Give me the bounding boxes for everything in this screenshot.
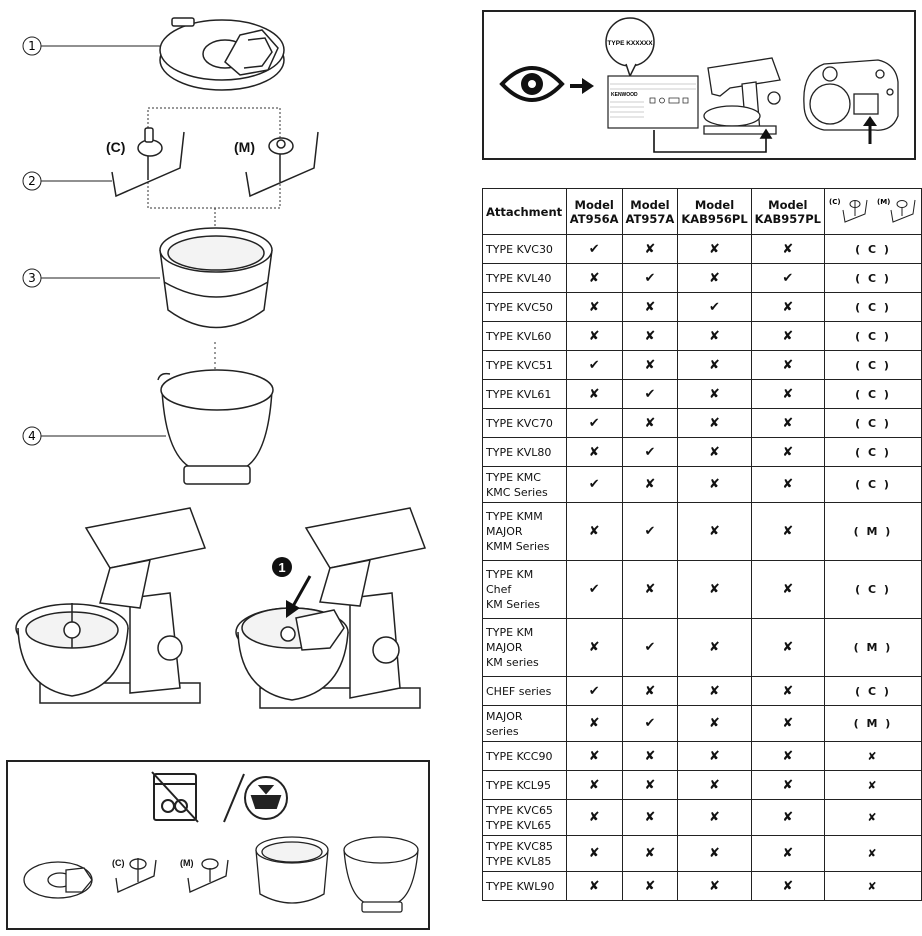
callout-4-label: 4 <box>28 429 36 443</box>
type-label-location-diagram <box>484 12 914 158</box>
agitator-m-header-icon <box>891 200 915 222</box>
compat-mark-kab957pl: ✘ <box>751 322 824 351</box>
compat-mark-kab957pl: ✘ <box>751 742 824 771</box>
lid-small-illustration <box>24 862 92 898</box>
agitator-type: ✘ <box>825 800 922 836</box>
agitator-type: ( C ) <box>825 264 922 293</box>
compat-mark-kab957pl: ✘ <box>751 706 824 742</box>
compat-mark-at957a: ✔ <box>622 380 678 409</box>
compat-mark-kab956pl: ✘ <box>678 264 751 293</box>
agitator-type: ( C ) <box>825 561 922 619</box>
compat-mark-kab956pl: ✘ <box>678 467 751 503</box>
agitator-type: ✘ <box>825 742 922 771</box>
compat-mark-at956a: ✔ <box>566 409 622 438</box>
agitator-c-small-illustration <box>112 858 156 892</box>
attachment-name: TYPE KVL80 <box>483 438 567 467</box>
callout-3 <box>23 269 160 287</box>
table-row <box>483 351 922 380</box>
compat-mark-kab956pl: ✘ <box>678 800 751 836</box>
compat-mark-kab956pl: ✘ <box>678 742 751 771</box>
compat-mark-kab957pl: ✘ <box>751 467 824 503</box>
attachment-name: TYPE KVC65 TYPE KVL65 <box>483 800 567 836</box>
step-1-badge: 1 <box>278 560 286 575</box>
table-header-row <box>483 189 922 235</box>
compat-mark-kab957pl: ✘ <box>751 438 824 467</box>
compat-mark-kab957pl: ✘ <box>751 561 824 619</box>
callout-2-label: 2 <box>28 174 36 188</box>
compat-mark-kab957pl: ✘ <box>751 677 824 706</box>
compat-mark-kab956pl: ✘ <box>678 438 751 467</box>
attachment-name: TYPE KMC KMC Series <box>483 467 567 503</box>
attachment-name: TYPE KCC90 <box>483 742 567 771</box>
no-dishwasher-icon <box>152 772 198 822</box>
compat-mark-at956a: ✘ <box>566 438 622 467</box>
compat-mark-kab957pl: ✘ <box>751 351 824 380</box>
compat-mark-at956a: ✔ <box>566 561 622 619</box>
attachment-name: TYPE KVL40 <box>483 264 567 293</box>
agitator-m-label: (M) <box>234 139 255 155</box>
slash-divider <box>224 774 244 822</box>
attachment-name: TYPE KWL90 <box>483 872 567 901</box>
agitator-type: ( C ) <box>825 409 922 438</box>
attachment-name: TYPE KVL60 <box>483 322 567 351</box>
compat-mark-at957a: ✘ <box>622 351 678 380</box>
table-row <box>483 771 922 800</box>
compat-mark-kab957pl: ✘ <box>751 380 824 409</box>
rating-plate-illustration <box>608 76 698 128</box>
compat-mark-kab957pl: ✘ <box>751 409 824 438</box>
compat-mark-at957a: ✔ <box>622 706 678 742</box>
agitator-type: ( C ) <box>825 677 922 706</box>
agitator-type: ( M ) <box>825 619 922 677</box>
arrow-right-icon <box>570 78 594 94</box>
attachment-name: TYPE KMM MAJOR KMM Series <box>483 503 567 561</box>
compat-mark-kab957pl: ✔ <box>751 264 824 293</box>
compat-mark-kab957pl: ✘ <box>751 503 824 561</box>
header-model-at956a: Model AT956A <box>566 189 622 235</box>
agitator-type: ( M ) <box>825 706 922 742</box>
attachment-name: TYPE KVC50 <box>483 293 567 322</box>
compat-mark-at957a: ✘ <box>622 293 678 322</box>
compat-mark-kab956pl: ✘ <box>678 619 751 677</box>
compat-mark-kab957pl: ✘ <box>751 800 824 836</box>
compat-mark-at956a: ✔ <box>566 677 622 706</box>
table-row <box>483 409 922 438</box>
table-row <box>483 800 922 836</box>
attachment-name: MAJOR series <box>483 706 567 742</box>
agitator-type: ✘ <box>825 771 922 800</box>
compat-mark-kab956pl: ✘ <box>678 561 751 619</box>
compat-mark-at956a: ✘ <box>566 742 622 771</box>
table-row <box>483 742 922 771</box>
compat-mark-at956a: ✔ <box>566 467 622 503</box>
mixer-with-agitator-illustration <box>16 508 205 703</box>
freezer-bowl-small-illustration <box>256 837 328 903</box>
callout-3-label: 3 <box>28 271 36 285</box>
cleaning-symbols <box>8 762 428 928</box>
compat-mark-at957a: ✘ <box>622 409 678 438</box>
compat-mark-at957a: ✘ <box>622 467 678 503</box>
agitator-type: ( C ) <box>825 380 922 409</box>
compat-mark-kab956pl: ✘ <box>678 677 751 706</box>
table-row <box>483 380 922 409</box>
agitator-type: ( C ) <box>825 235 922 264</box>
agitator-c-illustration <box>106 128 184 196</box>
compat-mark-kab957pl: ✘ <box>751 771 824 800</box>
table-row <box>483 264 922 293</box>
attachment-name: TYPE KM MAJOR KM series <box>483 619 567 677</box>
agitator-type: ( C ) <box>825 293 922 322</box>
mixing-bowl-small-illustration <box>344 837 418 912</box>
compat-mark-at956a: ✘ <box>566 322 622 351</box>
compat-mark-at957a: ✔ <box>622 619 678 677</box>
table-row <box>483 235 922 264</box>
callout-2 <box>23 172 112 190</box>
compat-mark-at957a: ✘ <box>622 322 678 351</box>
rating-plate-brand: KENWOOD <box>611 92 638 98</box>
attachment-name: CHEF series <box>483 677 567 706</box>
compat-mark-kab956pl: ✘ <box>678 872 751 901</box>
compat-mark-at956a: ✘ <box>566 800 622 836</box>
compat-mark-kab957pl: ✘ <box>751 836 824 872</box>
compat-mark-kab956pl: ✘ <box>678 235 751 264</box>
agitator-type: ( C ) <box>825 322 922 351</box>
mixing-bowl-illustration <box>158 370 273 484</box>
compat-mark-kab956pl: ✘ <box>678 503 751 561</box>
table-row <box>483 872 922 901</box>
compat-mark-at957a: ✘ <box>622 561 678 619</box>
attachment-name: TYPE KCL95 <box>483 771 567 800</box>
compat-mark-at956a: ✘ <box>566 264 622 293</box>
table-row <box>483 438 922 467</box>
compat-mark-kab957pl: ✘ <box>751 293 824 322</box>
cleaning-instructions-box <box>6 760 430 930</box>
compat-mark-at956a: ✔ <box>566 351 622 380</box>
freezer-bowl-illustration <box>160 228 272 328</box>
table-row <box>483 293 922 322</box>
agitator-m-small-label: (M) <box>180 858 194 868</box>
mixer-underside-illustration <box>804 60 898 130</box>
compat-mark-at957a: ✔ <box>622 264 678 293</box>
header-agitator-m-label: (M) <box>877 197 891 206</box>
compat-mark-at956a: ✘ <box>566 872 622 901</box>
agitator-c-label: (C) <box>106 139 126 155</box>
agitator-type: ✘ <box>825 836 922 872</box>
agitator-type: ( M ) <box>825 503 922 561</box>
hand-wash-icon <box>245 777 287 819</box>
compat-mark-kab956pl: ✘ <box>678 380 751 409</box>
compat-mark-at956a: ✘ <box>566 836 622 872</box>
dashed-bracket <box>148 108 280 208</box>
exploded-parts-diagram <box>0 0 470 500</box>
compat-mark-at957a: ✘ <box>622 800 678 836</box>
stand-mixer-illustrations <box>0 498 470 748</box>
attachment-name: TYPE KM Chef KM Series <box>483 561 567 619</box>
compat-mark-at957a: ✘ <box>622 771 678 800</box>
mixer-fitting-lid-illustration <box>236 508 425 708</box>
compat-mark-kab957pl: ✘ <box>751 619 824 677</box>
callout-1-label: 1 <box>28 39 36 53</box>
callout-1 <box>23 37 162 55</box>
compat-mark-at956a: ✘ <box>566 619 622 677</box>
compat-mark-at957a: ✔ <box>622 438 678 467</box>
table-row <box>483 561 922 619</box>
attachment-name: TYPE KVC85 TYPE KVL85 <box>483 836 567 872</box>
compat-mark-at957a: ✔ <box>622 503 678 561</box>
compat-mark-kab957pl: ✘ <box>751 235 824 264</box>
agitator-type: ( C ) <box>825 438 922 467</box>
compat-mark-at956a: ✔ <box>566 235 622 264</box>
compat-mark-kab956pl: ✘ <box>678 706 751 742</box>
header-agitator-c-label: (C) <box>829 197 841 206</box>
compat-mark-at957a: ✘ <box>622 742 678 771</box>
compatibility-table-body <box>483 235 922 901</box>
compat-mark-at956a: ✘ <box>566 380 622 409</box>
type-callout-text: TYPE KXXXXX <box>607 40 653 47</box>
compat-mark-at957a: ✘ <box>622 836 678 872</box>
table-row <box>483 677 922 706</box>
compat-mark-kab956pl: ✘ <box>678 409 751 438</box>
table-row <box>483 467 922 503</box>
agitator-type: ( C ) <box>825 467 922 503</box>
agitator-type: ( C ) <box>825 351 922 380</box>
compat-mark-at957a: ✘ <box>622 872 678 901</box>
header-attachment: Attachment <box>483 189 567 235</box>
compat-mark-kab957pl: ✘ <box>751 872 824 901</box>
agitator-m-small-illustration <box>180 858 228 892</box>
header-agitator-icons <box>825 192 921 232</box>
header-model-kab956pl: Model KAB956PL <box>678 189 751 235</box>
table-row <box>483 322 922 351</box>
type-callout-bubble <box>606 18 654 76</box>
compat-mark-at957a: ✘ <box>622 235 678 264</box>
header-model-at957a: Model AT957A <box>622 189 678 235</box>
compat-mark-kab956pl: ✘ <box>678 351 751 380</box>
compat-mark-kab956pl: ✘ <box>678 836 751 872</box>
lid-illustration <box>160 18 284 90</box>
table-row <box>483 706 922 742</box>
agitator-c-small-label: (C) <box>112 858 125 868</box>
compat-mark-kab956pl: ✔ <box>678 293 751 322</box>
attachment-name: TYPE KVC51 <box>483 351 567 380</box>
attachment-name: TYPE KVC30 <box>483 235 567 264</box>
table-row <box>483 503 922 561</box>
attachment-name: TYPE KVL61 <box>483 380 567 409</box>
compat-mark-at956a: ✘ <box>566 771 622 800</box>
compat-mark-at956a: ✘ <box>566 293 622 322</box>
agitator-type: ✘ <box>825 872 922 901</box>
table-row <box>483 619 922 677</box>
compat-mark-kab956pl: ✘ <box>678 771 751 800</box>
compatibility-table <box>482 188 922 901</box>
eye-icon <box>502 68 562 100</box>
type-label-location-box <box>482 10 916 160</box>
callout-4 <box>23 427 166 445</box>
compat-mark-at957a: ✘ <box>622 677 678 706</box>
table-row <box>483 836 922 872</box>
compat-mark-at956a: ✘ <box>566 503 622 561</box>
compat-mark-kab956pl: ✘ <box>678 322 751 351</box>
header-model-kab957pl: Model KAB957PL <box>751 189 824 235</box>
attachment-name: TYPE KVC70 <box>483 409 567 438</box>
agitator-m-illustration <box>234 132 318 196</box>
agitator-c-header-icon <box>843 200 867 222</box>
compat-mark-at956a: ✘ <box>566 706 622 742</box>
mixer-outline-illustration <box>704 58 780 134</box>
header-agitator-type <box>825 189 922 235</box>
